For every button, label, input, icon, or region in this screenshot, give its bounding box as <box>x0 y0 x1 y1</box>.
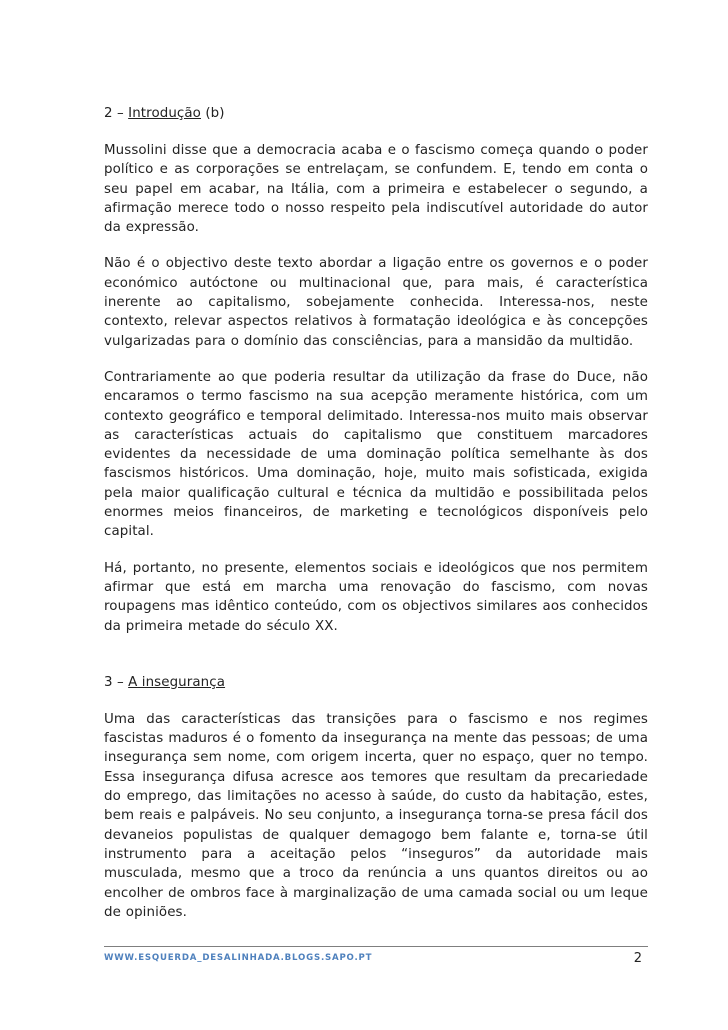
paragraph: Uma das características das transições para o fascismo e nos regimes fascistas maduros é o fomento da insegurança na mente das pessoas; de uma insegurança sem nome, com origem incerta, quer no espaço, quer no tempo. Essa insegurança difusa acresce aos temores que resultam da precariedade do emprego, das limitações no acesso à saúde, do custo da habitação, estes, bem reais e palpáveis. No seu conjunto, a insegurança torna-se presa fácil dos devaneios populistas de qualquer demagogo bem falante e, torna-se útil instrumento para a aceitação pelos “inseguros” da autoridade mais musculada, mesmo que a troco da renúncia a uns quantos direitos ou ao encolher de ombros face à marginalização de uma camada social ou um leque de opiniões. <box>104 711 648 920</box>
footer-blog-url[interactable]: WWW.ESQUERDA_DESALINHADA.BLOGS.SAPO.PT <box>104 953 373 963</box>
paragraph: Mussolini disse que a democracia acaba e o fascismo começa quando o poder político e as corporações se entrelaçam, se confundem. E, tendo em conta o seu papel em acabar, na Itália, com a primeira e estabelecer o segundo, a afirmação merece todo o nosso respeito pela indiscutível autoridade do autor da expressão. <box>104 143 648 236</box>
section-title: Introdução <box>128 106 201 121</box>
section-number: 2 – <box>104 106 129 121</box>
section-spacer <box>104 653 648 673</box>
paragraph: Há, portanto, no presente, elementos sociais e ideológicos que nos permitem afirmar que está em marcha uma renovação do fascismo, com novas roupagens mas idêntico conteúdo, com os objectivos similares aos conhecidos da primeira metade do século XX. <box>104 560 648 634</box>
document-page <box>104 104 648 939</box>
section-title: A insegurança <box>128 674 226 690</box>
section-number: 3 – <box>104 674 129 690</box>
paragraph: Contrariamente ao que poderia resultar da utilização da frase do Duce, não encaramos o termo fascismo na sua acepção meramente histórica, com um contexto geográfico e temporal delimitado. Interessa-nos muito mais observar as características actuais do capitalismo que constituem marcadores evidentes da necessidade de uma dominação política semelhante às dos fascismos históricos. Uma dominação, hoje, muito mais sofisticada, exigida pela maior qualificação cultural e técnica da multidão e possibilitada pelos enormes meios financeiros, de marketing e tecnológicos disponíveis pelo capital. <box>104 369 648 540</box>
paragraph: Não é o objectivo deste texto abordar a ligação entre os governos e o poder económico autóctone ou multinacional que, para mais, é característica inerente ao capitalismo, sobejamente conhecida. Interessa-nos, neste contexto, relevar aspectos relativos à formatação ideológica e às concepções vulgarizadas para o domínio das consciências, para a mansidão da multidão. <box>104 256 648 349</box>
page-footer <box>104 946 648 977</box>
section-heading-introducao <box>104 104 648 123</box>
section-heading-inseguranca <box>104 673 648 692</box>
section-suffix: (b) <box>200 106 225 121</box>
page-number: 2 <box>633 951 642 966</box>
